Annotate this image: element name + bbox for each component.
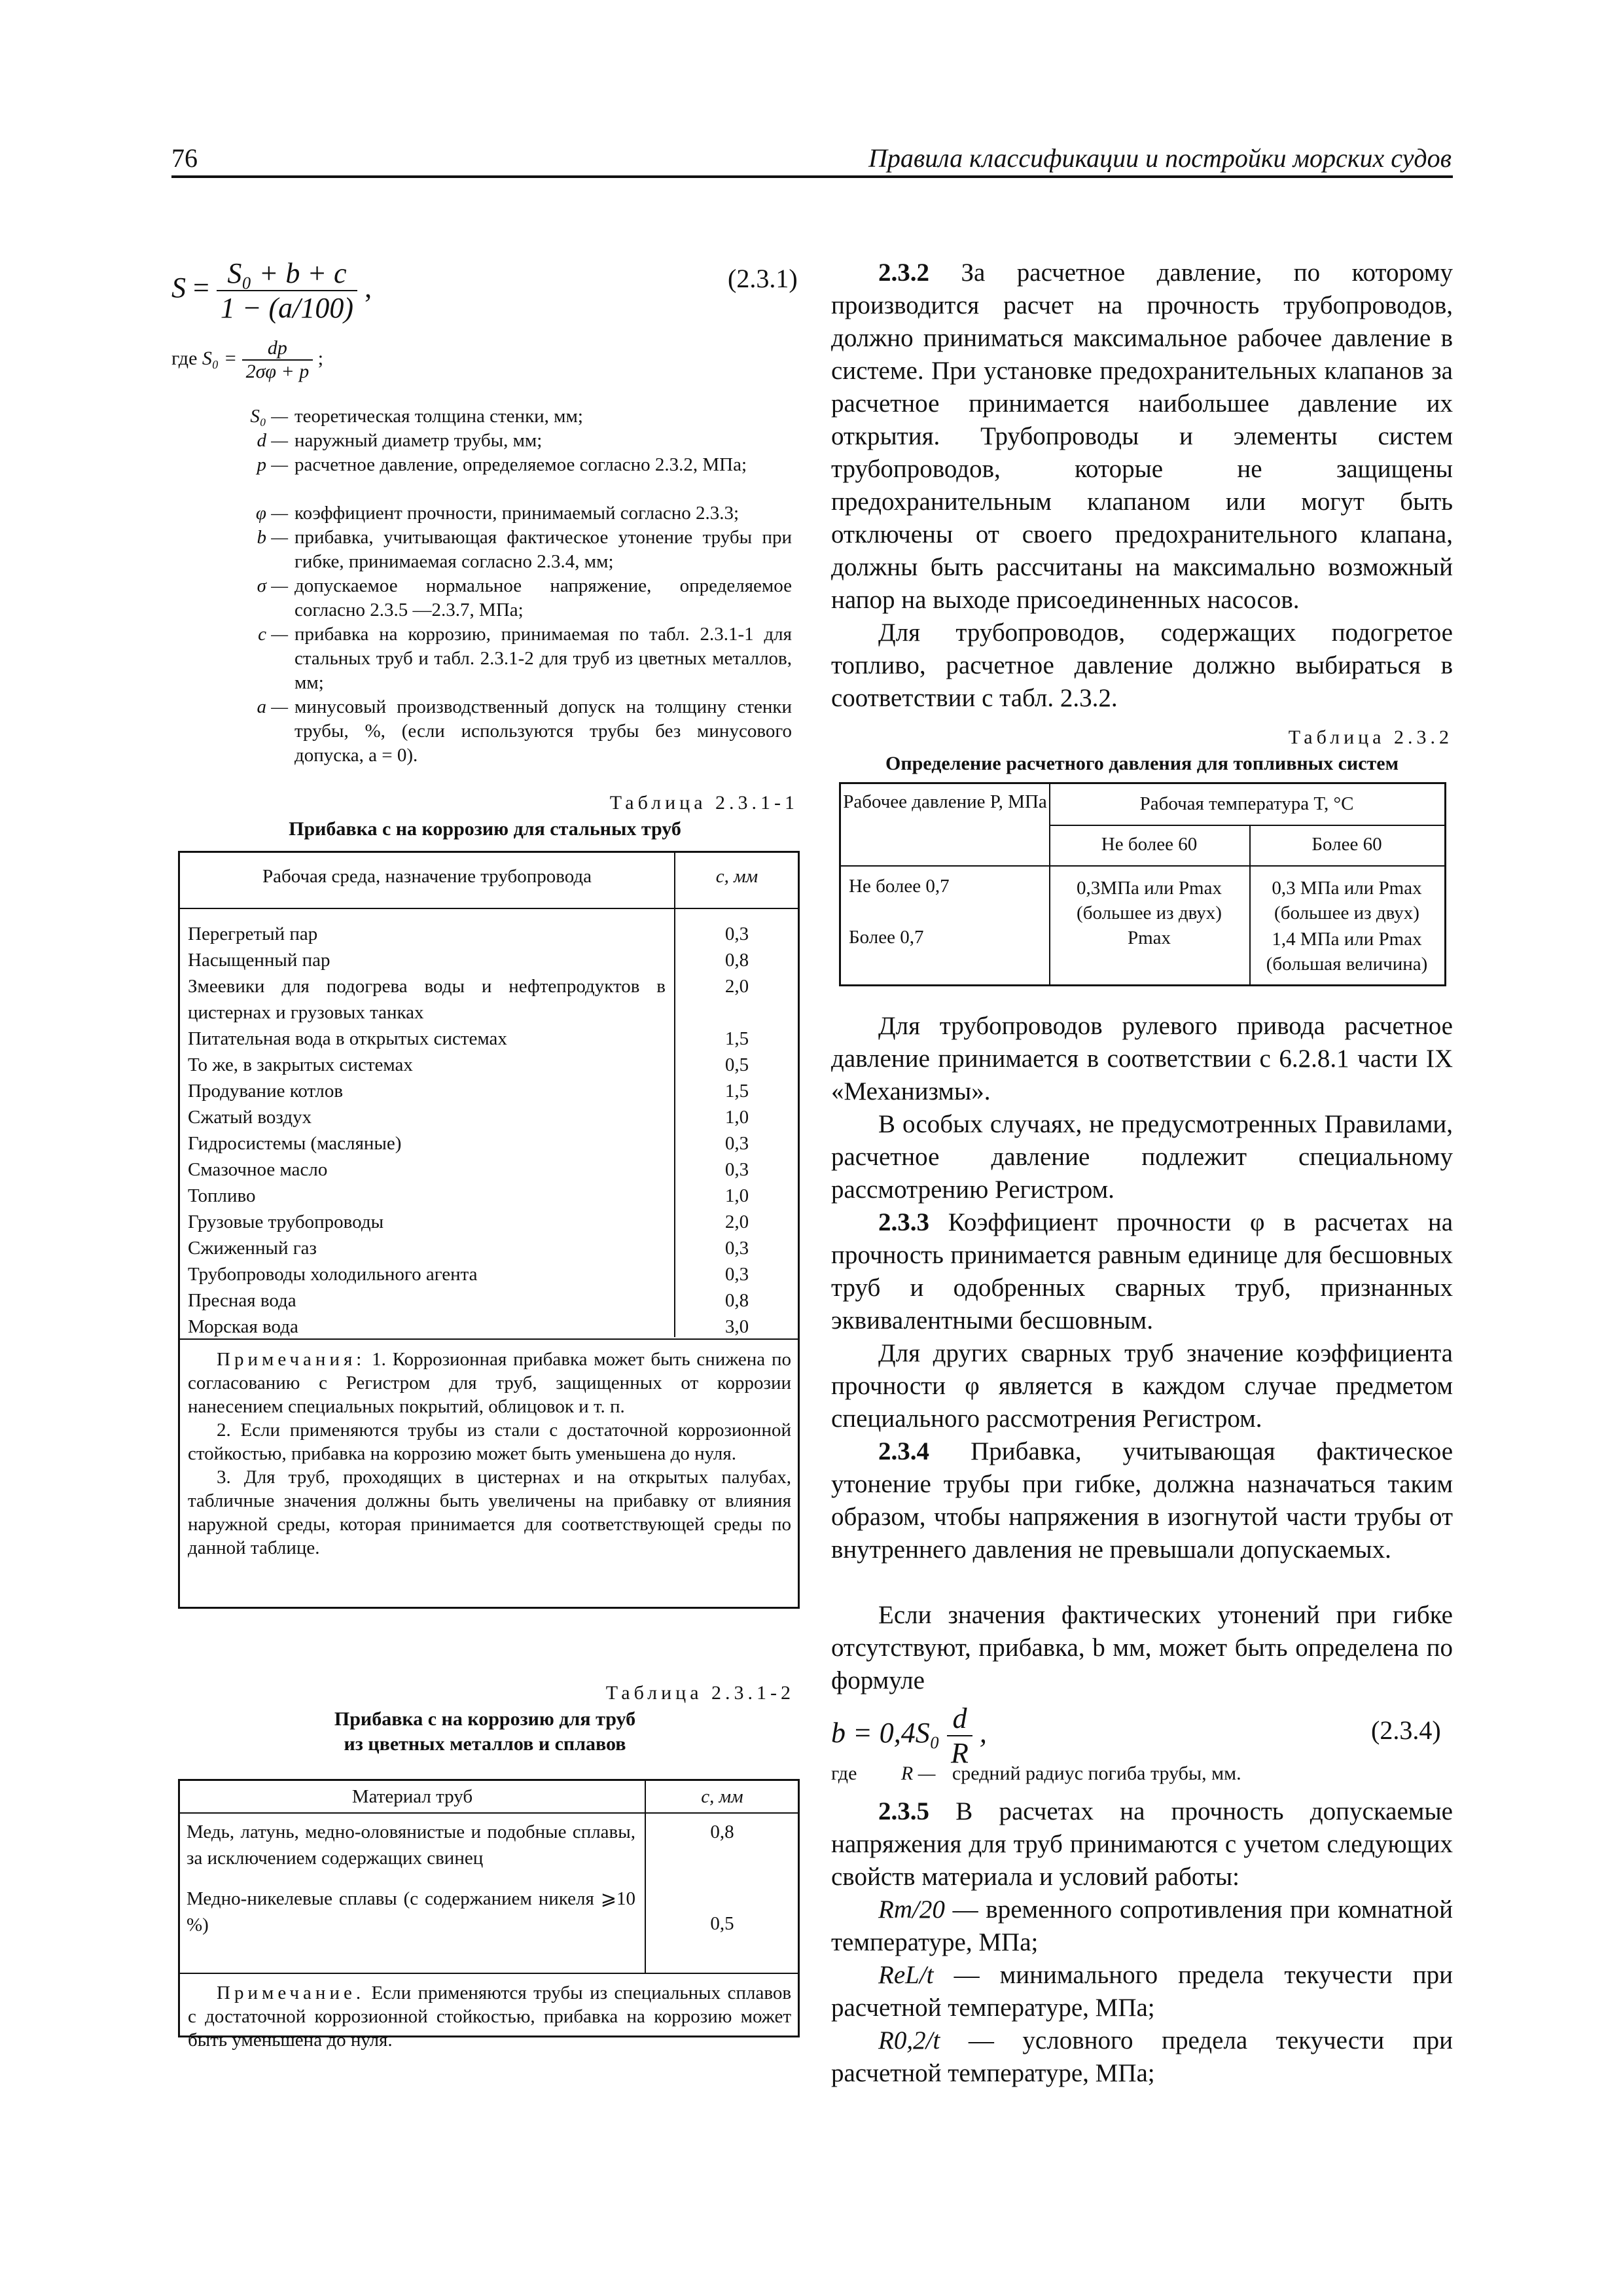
table-2312-title-line2: из цветных металлов и сплавов [344, 1733, 626, 1755]
table-cell-value: 0,8 [724, 1290, 749, 1311]
table-2311-values [674, 921, 800, 1340]
table-note: 3. Для труб, проходящих в цистернах и на открытых палубах, табличные значения должны быть увеличены на прибавку от влияния наружной среды, которая принимается для соответствующей среды по данной таблице. [188, 1467, 791, 1558]
table-2311-rows [188, 921, 666, 1340]
table-2312-title-line1: Прибавка c на коррозию для труб [334, 1708, 636, 1730]
legend-text: допускаемое нормальное напряжение, определяемое согласно 2.3.5 —2.3.7, МПа; [294, 575, 792, 620]
paragraph: Если значения фактических утонений при гибке отсутствуют, прибавка, b мм, может быть определена по формуле [831, 1601, 1453, 1695]
formula-tail: , [365, 272, 372, 304]
table-232-title: Определение расчетного давления для топливных систем [885, 753, 1399, 774]
section-text: За расчетное давление, по которому производится расчет на прочность трубопроводов, должно приниматься максимальное рабочее давление в системе. При установке предохранительных клапанов за расчетное принимается наибольшее давление их открытия. Трубопроводы и элементы систем трубопроводов, которые не защищены предохранительным клапаном или могут быть отключены от своего предохранительного клапана, должны быть рассчитаны на максимально возможный напор на выходе присоединенных насосов. [831, 259, 1453, 614]
property-text: — минимального предела текучести при расчетной температуре, МПа; [831, 1961, 1453, 2022]
formula-fraction [217, 257, 357, 325]
table-cell-value: 1,5 [724, 1081, 749, 1102]
r-symbol: R — [901, 1763, 936, 1784]
notes-label: Примечания: [217, 1349, 366, 1370]
table-row: Медь, латунь, медно-оловянистые и подобные сплавы, за исключением содержащих свинец [187, 1821, 635, 1869]
formula-2-3-4-where [831, 1763, 1241, 1785]
section-2-3-2 [831, 257, 1453, 617]
table-col-header: Рабочее давление P, МПа [843, 791, 1047, 812]
legend-text: наружный диаметр трубы, мм; [294, 430, 543, 451]
table-row: Грузовые трубопроводы [188, 1211, 384, 1232]
property-item [831, 1959, 1453, 2024]
table-cell: 0,3 МПа или Pmax (большее из двух) [1272, 878, 1422, 924]
section-text: В расчетах на прочность допускаемые напряжения для труб принимаются с учетом следующих свойств материала и условий работы: [831, 1797, 1453, 1891]
where-label: где [171, 347, 198, 369]
table-2311 [178, 851, 800, 1609]
section-text: Коэффициент прочности φ в расчетах на прочность принимается равным единице для бесшовных труб и одобренных сварных труб, признанных эквивалентными бесшовным. [831, 1208, 1454, 1335]
table-col-header: Рабочая среда, назначение трубопровода [262, 866, 592, 887]
property-item [831, 1893, 1453, 1959]
table-row: Змеевики для подогрева воды и нефтепродуктов в цистернах и грузовых танках [188, 976, 666, 1023]
table-col-header: Рабочая температура T, °C [1139, 793, 1354, 814]
formula-lhs: S [171, 272, 186, 304]
legend-text: коэффициент прочности, принимаемый согласно 2.3.3; [294, 503, 740, 524]
table-cell-value: 2,0 [724, 1211, 749, 1232]
table-note [188, 1981, 791, 2052]
header-rule [171, 175, 1453, 178]
table-cell: Не более 0,7 [849, 876, 950, 897]
table-2311-title: Прибавка c на коррозию для стальных труб [289, 818, 681, 840]
formula-lhs: b = 0,4S₀ [831, 1717, 940, 1749]
table-232-caption: Таблица 2.3.2 [1288, 726, 1453, 748]
legend-text: прибавка, учитывающая фактическое утонение трубы при гибке, принимаемая согласно 2.3.4, мм; [294, 527, 792, 572]
table-col-header: Не более 60 [1101, 834, 1198, 855]
property-symbol: R0,2/t [878, 2026, 940, 2054]
table-row: Перегретый пар [188, 924, 318, 944]
table-header-rule [180, 908, 798, 909]
table-col-divider [645, 1781, 646, 1973]
property-text: — временного сопротивления при комнатной температуре, МПа; [831, 1895, 1453, 1956]
section-2-3-5 [831, 1795, 1453, 1893]
formula-2-3-1 [171, 257, 372, 325]
table-row: Топливо [188, 1185, 256, 1206]
legend-symbol: φ — [255, 503, 288, 524]
legend-text: минусовый производственный допуск на толщину стенки трубы, %, (если используются трубы без минусового допуска, a = 0). [294, 696, 792, 766]
property-item [831, 2024, 1453, 2090]
table-cell-value: 0,3 [724, 1159, 749, 1180]
table-row: Сжиженный газ [188, 1238, 317, 1259]
table-header-rule [180, 1812, 798, 1814]
table-row: Гидросистемы (масляные) [188, 1133, 402, 1154]
legend-text: теоретическая толщина стенки, мм; [294, 406, 583, 427]
legend-symbol: b — [257, 527, 288, 548]
formula-denominator: 1 − (a/100) [220, 292, 354, 324]
table-row: Морская вода [188, 1316, 298, 1337]
table-2311-notes [188, 1348, 791, 1560]
table-notes-rule [180, 1973, 798, 1974]
table-col-header: c, мм [701, 1786, 743, 1807]
table-cell: Более 0,7 [849, 927, 924, 948]
table-2312 [178, 1779, 800, 2051]
table-row: Насыщенный пар [188, 950, 330, 971]
table-cell-value: 3,0 [724, 1316, 749, 1337]
s0-numerator: dp [242, 337, 313, 361]
note-text: 1. Коррозионная прибавка может быть снижена по согласованию с Регистром для труб, защищенных от коррозии нанесением специальных покрытий, облицовок и т. п. [188, 1349, 791, 1417]
legend-symbol: a — [257, 696, 288, 717]
s0-denominator: 2σφ + p [245, 361, 310, 382]
note-text: Если применяются трубы из специальных сплавов с достаточной коррозионной стойкостью, прибавка на коррозию может быть уменьшена до нуля. [188, 1982, 792, 2051]
legend-symbol: σ — [257, 575, 288, 596]
section-number: 2.3.2 [878, 259, 929, 287]
legend-text: расчетное давление, определяемое согласно 2.3.2, МПа; [294, 454, 747, 475]
s0-tail: ; [317, 347, 324, 369]
page-number: 76 [171, 143, 198, 173]
table-cell-value: 1,5 [724, 1028, 749, 1049]
table-cell-value: 1,0 [724, 1107, 749, 1128]
table-col-header: c, мм [715, 866, 758, 887]
formula-eq: = [193, 272, 209, 304]
table-row: Трубопроводы холодильного агента [188, 1264, 478, 1285]
table-subheader-rule [1049, 825, 1444, 826]
table-cell-value: 0,8 [724, 950, 749, 971]
s0-fraction [242, 337, 313, 383]
table-cell: 0,3МПа или Pmax (большее из двух) Pmax [1077, 878, 1222, 948]
formula-number-2-3-4: (2.3.4) [1371, 1715, 1441, 1745]
table-cell-value: 0,8 [710, 1821, 734, 1842]
legend-symbol: d — [257, 430, 288, 451]
section-text: Прибавка, учитывающая фактическое утонение трубы при гибке, должна назначаться таким образом, чтобы напряжения в изогнутой части трубы от внутреннего давления не превышали допускаемых. [831, 1437, 1453, 1564]
table-note [188, 1348, 791, 1418]
formula-number-2-3-1: (2.3.1) [728, 264, 798, 293]
section-number: 2.3.4 [878, 1437, 929, 1465]
table-232 [839, 782, 1446, 986]
table-cell-value: 1,0 [724, 1185, 749, 1206]
table-cell-value: 0,3 [724, 1238, 749, 1259]
table-col-header: Более 60 [1311, 834, 1382, 855]
paragraph: Для трубопроводов рулевого привода расчетное давление принимается в соответствии с 6.2.8.1 части IX «Механизмы». [831, 1012, 1453, 1105]
table-row: Пресная вода [188, 1290, 296, 1311]
paragraph: Для трубопроводов, содержащих подогретое топливо, расчетное давление должно выбираться в соответствии с табл. 2.3.2. [831, 619, 1453, 712]
running-title: Правила классификации и постройки морских судов [868, 143, 1452, 173]
paragraph: Для других сварных труб значение коэффициента прочности φ является в каждом случае предметом специального рассмотрения Регистром. [831, 1339, 1453, 1433]
property-text: — условного предела текучести при расчетной температуре, МПа; [831, 2026, 1453, 2087]
r-text: средний радиус погиба трубы, мм. [952, 1763, 1241, 1784]
property-symbol: Rm/20 [878, 1895, 945, 1924]
table-cell-value: 0,3 [724, 1264, 749, 1285]
legend-symbol: p — [257, 454, 288, 475]
table-cell-value: 0,3 [724, 1133, 749, 1154]
formula-numerator: d [947, 1702, 972, 1736]
paragraph: В особых случаях, не предусмотренных Правилами, расчетное давление подлежит специальному рассмотрению Регистром. [831, 1110, 1453, 1204]
legend-symbol: S₀ — [250, 406, 288, 427]
table-row: Медно-никелевые сплавы (с содержанием никеля ⩾10 %) [187, 1888, 635, 1935]
table-col-header: Материал труб [351, 1786, 473, 1807]
table-note: 2. Если применяются трубы из стали с достаточной коррозионной стойкостью, прибавка на коррозию может быть уменьшена до нуля. [188, 1420, 791, 1464]
where-label: где [831, 1763, 857, 1784]
table-header-rule [841, 865, 1444, 867]
formula-numerator: S₀ + b + c [217, 257, 357, 291]
formula-fraction [947, 1702, 972, 1770]
s0-lhs: S₀ = [202, 347, 238, 369]
table-2312-caption: Таблица 2.3.1-2 [605, 1682, 794, 1704]
section-number: 2.3.5 [878, 1797, 929, 1825]
table-row: Сжатый воздух [188, 1107, 312, 1128]
note-label: Примечание. [217, 1982, 365, 2003]
table-cell-value: 0,3 [724, 924, 749, 944]
table-row: Питательная вода в открытых системах [188, 1028, 507, 1049]
table-row: То же, в закрытых системах [188, 1054, 413, 1075]
legend-text: прибавка на коррозию, принимаемая по табл. 2.3.1-1 для стальных труб и табл. 2.3.1-2 для труб из цветных металлов, мм; [294, 624, 792, 693]
table-row: Продувание котлов [188, 1081, 344, 1102]
table-cell-value: 0,5 [724, 1054, 749, 1075]
table-cell-value: 0,5 [710, 1913, 734, 1934]
table-cell: 1,4 МПа или Pmax (большая величина) [1266, 929, 1428, 975]
legend-symbol: c — [258, 624, 288, 645]
table-cell-value: 2,0 [724, 976, 749, 997]
property-symbol: ReL/t [878, 1961, 934, 1989]
formula-tail: , [979, 1717, 987, 1749]
formula-2-3-4 [831, 1702, 987, 1770]
formula-s0-definition [171, 337, 323, 383]
symbol-legend [229, 404, 792, 771]
table-2311-caption: Таблица 2.3.1-1 [609, 792, 798, 814]
section-2-3-4 [831, 1435, 1453, 1566]
table-row: Смазочное масло [188, 1159, 328, 1180]
section-number: 2.3.3 [878, 1208, 929, 1236]
section-2-3-3 [831, 1206, 1453, 1337]
formula-denominator: R [951, 1737, 969, 1769]
